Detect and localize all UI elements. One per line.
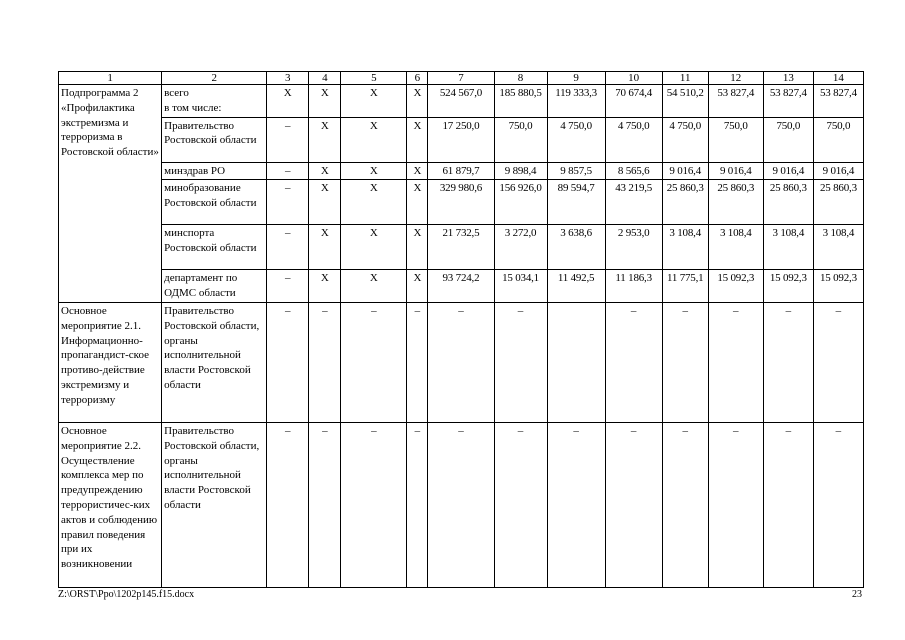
amount-cell: 3 638,6	[547, 225, 605, 270]
amount-cell: 8 565,6	[605, 162, 662, 180]
amount-cell: 9 898,4	[494, 162, 547, 180]
table-cell: Х	[309, 180, 341, 225]
amount-cell: 15 092,3	[813, 270, 863, 303]
amount-cell: 53 827,4	[813, 85, 863, 118]
table-cell: –	[547, 422, 605, 587]
col-header: 8	[494, 72, 547, 85]
amount-cell: 3 108,4	[763, 225, 813, 270]
col-header: 4	[309, 72, 341, 85]
table-cell: –	[407, 302, 428, 422]
table-cell: Х	[309, 117, 341, 162]
table-cell: –	[708, 302, 763, 422]
table-cell: Х	[309, 85, 341, 118]
amount-cell: 3 108,4	[662, 225, 708, 270]
amount-cell: 185 880,5	[494, 85, 547, 118]
table-cell: –	[407, 422, 428, 587]
page-number: 23	[852, 589, 862, 600]
amount-cell: 54 510,2	[662, 85, 708, 118]
table-cell: –	[494, 302, 547, 422]
amount-cell: 3 272,0	[494, 225, 547, 270]
table-row	[59, 85, 864, 118]
program-table	[58, 71, 864, 588]
amount-cell: 3 108,4	[708, 225, 763, 270]
table-cell: Х	[341, 225, 407, 270]
amount-cell: 25 860,3	[813, 180, 863, 225]
col-header: 7	[428, 72, 494, 85]
col-header: 3	[267, 72, 309, 85]
col-header: 12	[708, 72, 763, 85]
table-row	[59, 225, 864, 270]
amount-cell: 9 016,4	[662, 162, 708, 180]
amount-cell: 750,0	[813, 117, 863, 162]
table-cell: –	[813, 422, 863, 587]
executor-cell: минобразование Ростовской области	[162, 180, 267, 225]
activity-row	[59, 302, 864, 422]
amount-cell: 4 750,0	[605, 117, 662, 162]
table-cell: Х	[341, 270, 407, 303]
amount-cell: 329 980,6	[428, 180, 494, 225]
col-header: 14	[813, 72, 863, 85]
executor-cell: Правительство Ростовской области, органы исполнительной власти Ростовской области	[162, 422, 267, 587]
table-cell: Х	[407, 270, 428, 303]
amount-cell: 61 879,7	[428, 162, 494, 180]
footer-file-path: Z:\ORST\Ppo\1202p145.f15.docx	[58, 589, 195, 600]
amount-cell: 4 750,0	[547, 117, 605, 162]
col-header: 2	[162, 72, 267, 85]
amount-cell: 53 827,4	[708, 85, 763, 118]
table-cell: –	[267, 302, 309, 422]
table-cell: Х	[309, 162, 341, 180]
amount-cell: 11 186,3	[605, 270, 662, 303]
col-header: 1	[59, 72, 162, 85]
table-cell: Х	[341, 162, 407, 180]
table-cell: –	[267, 180, 309, 225]
amount-cell: 750,0	[708, 117, 763, 162]
table-cell: Х	[407, 117, 428, 162]
table-cell: –	[605, 422, 662, 587]
table-cell: –	[813, 302, 863, 422]
executor-cell: Правительство Ростовской области	[162, 117, 267, 162]
amount-cell: 15 034,1	[494, 270, 547, 303]
column-number-row	[59, 72, 864, 85]
amount-cell: 750,0	[763, 117, 813, 162]
col-header: 9	[547, 72, 605, 85]
table-cell: –	[341, 422, 407, 587]
table-cell: –	[428, 302, 494, 422]
table-cell: Х	[341, 180, 407, 225]
table-cell: –	[494, 422, 547, 587]
activity-name-cell: Основное мероприятие 2.1. Информационно-пропагандист-ское противо-действие экстремизму и терроризму	[59, 302, 162, 422]
activity-name-cell: Основное мероприятие 2.2. Осуществление комплекса мер по предупреждению террористичес-ких актов и соблюдению правил поведения при их возникновении	[59, 422, 162, 587]
table-cell: –	[267, 225, 309, 270]
table-cell: –	[267, 117, 309, 162]
amount-cell: 11 775,1	[662, 270, 708, 303]
table-cell: –	[708, 422, 763, 587]
table-cell: Х	[341, 85, 407, 118]
table-cell: Х	[267, 85, 309, 118]
table-cell: –	[267, 162, 309, 180]
executor-cell: всего в том числе:	[162, 85, 267, 118]
amount-cell: 9 016,4	[763, 162, 813, 180]
program-name-cell: Подпрограмма 2 «Профилактика экстремизма и терроризма в Ростовской области»	[59, 85, 162, 303]
amount-cell: 119 333,3	[547, 85, 605, 118]
amount-cell: 21 732,5	[428, 225, 494, 270]
table-row	[59, 180, 864, 225]
amount-cell: 25 860,3	[763, 180, 813, 225]
amount-cell: 25 860,3	[662, 180, 708, 225]
table-cell: Х	[407, 162, 428, 180]
table-row	[59, 162, 864, 180]
executor-cell: департамент по ОДМС области	[162, 270, 267, 303]
amount-cell: 11 492,5	[547, 270, 605, 303]
executor-cell: минспорта Ростовской области	[162, 225, 267, 270]
amount-cell: 156 926,0	[494, 180, 547, 225]
col-header: 13	[763, 72, 813, 85]
col-header: 10	[605, 72, 662, 85]
table-cell: –	[267, 270, 309, 303]
table-cell: Х	[341, 117, 407, 162]
amount-cell: 25 860,3	[708, 180, 763, 225]
executor-cell: Правительство Ростовской области, органы исполнительной власти Ростовской области	[162, 302, 267, 422]
amount-cell: 2 953,0	[605, 225, 662, 270]
table-row	[59, 270, 864, 303]
amount-cell: 9 857,5	[547, 162, 605, 180]
table-cell: –	[605, 302, 662, 422]
table-cell: –	[309, 422, 341, 587]
amount-cell: 53 827,4	[763, 85, 813, 118]
amount-cell: 4 750,0	[662, 117, 708, 162]
table-cell: –	[662, 302, 708, 422]
col-header: 5	[341, 72, 407, 85]
col-header: 11	[662, 72, 708, 85]
table-cell: –	[267, 422, 309, 587]
table-cell: –	[763, 422, 813, 587]
amount-cell: 3 108,4	[813, 225, 863, 270]
table-cell: –	[763, 302, 813, 422]
table-cell: Х	[309, 225, 341, 270]
table-cell: –	[309, 302, 341, 422]
activity-row	[59, 422, 864, 587]
amount-cell: 524 567,0	[428, 85, 494, 118]
table-cell: –	[662, 422, 708, 587]
executor-cell: минздрав РО	[162, 162, 267, 180]
amount-cell: 89 594,7	[547, 180, 605, 225]
amount-cell: 93 724,2	[428, 270, 494, 303]
amount-cell: 70 674,4	[605, 85, 662, 118]
amount-cell: 17 250,0	[428, 117, 494, 162]
table-cell: Х	[407, 225, 428, 270]
table-row	[59, 117, 864, 162]
table-cell	[547, 302, 605, 422]
table-cell: –	[341, 302, 407, 422]
table-cell: Х	[309, 270, 341, 303]
amount-cell: 9 016,4	[708, 162, 763, 180]
amount-cell: 43 219,5	[605, 180, 662, 225]
amount-cell: 15 092,3	[763, 270, 813, 303]
amount-cell: 9 016,4	[813, 162, 863, 180]
amount-cell: 750,0	[494, 117, 547, 162]
table-cell: Х	[407, 85, 428, 118]
amount-cell: 15 092,3	[708, 270, 763, 303]
col-header: 6	[407, 72, 428, 85]
table-cell: –	[428, 422, 494, 587]
table-cell: Х	[407, 180, 428, 225]
